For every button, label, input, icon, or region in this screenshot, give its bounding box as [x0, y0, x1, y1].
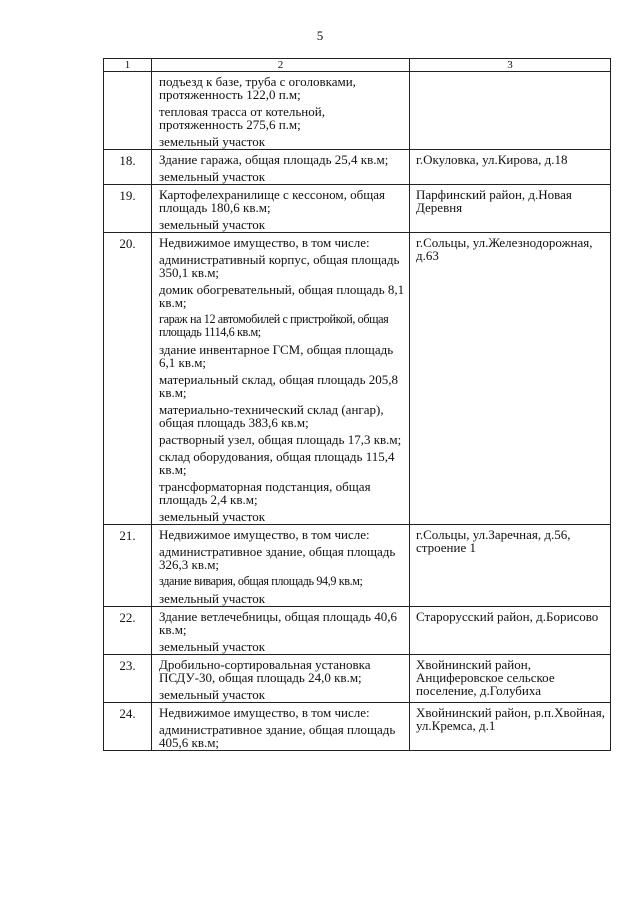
- table-row: [104, 233, 611, 525]
- row-address: Старорусский район, д.Борисово: [410, 607, 611, 655]
- description-line: административное здание, общая площадь 326,3 кв.м;: [159, 544, 396, 572]
- row-number: 18.: [104, 150, 152, 185]
- description-line: Здание гаража, общая площадь 25,4 кв.м;: [159, 152, 389, 167]
- row-description: [152, 233, 410, 525]
- row-description: [152, 655, 410, 703]
- description-line: Здание ветлечебницы, общая площадь 40,6 кв.м;: [159, 609, 398, 637]
- table-body: [104, 72, 611, 751]
- column-header-number: 1: [104, 59, 152, 72]
- row-description: [152, 185, 410, 233]
- row-address: г.Окуловка, ул.Кирова, д.18: [410, 150, 611, 185]
- description-line: материально-технический склад (ангар), общая площадь 383,6 кв.м;: [159, 402, 384, 430]
- row-address: [410, 72, 611, 150]
- description-line: Картофелехранилище с кессоном, общая площадь 180,6 кв.м;: [159, 187, 386, 215]
- description-line: земельный участок: [159, 509, 266, 524]
- description-line: Недвижимое имущество, в том числе:: [159, 527, 370, 542]
- row-description: [152, 703, 410, 751]
- description-line: Дробильно-сортировальная установка ПСДУ-30, общая площадь 24,0 кв.м;: [159, 657, 371, 685]
- table-row: [104, 185, 611, 233]
- description-line: Недвижимое имущество, в том числе:: [159, 705, 370, 720]
- row-number: 19.: [104, 185, 152, 233]
- description-line: земельный участок: [159, 217, 266, 232]
- table-row: [104, 150, 611, 185]
- row-number: [104, 72, 152, 150]
- table-row: [104, 655, 611, 703]
- description-line: земельный участок: [159, 639, 266, 654]
- row-address: Хвойнинский район, Анциферовское сельское поселение, д.Голубиха: [410, 655, 611, 703]
- description-line: административный корпус, общая площадь 350,1 кв.м;: [159, 252, 400, 280]
- row-description: [152, 72, 410, 150]
- row-address: Хвойнинский район, р.п.Хвойная, ул.Кремса, д.1: [410, 703, 611, 751]
- row-address: г.Сольцы, ул.Заречная, д.56, строение 1: [410, 525, 611, 607]
- description-line: земельный участок: [159, 687, 266, 702]
- description-line: материальный склад, общая площадь 205,8 кв.м;: [159, 372, 399, 400]
- row-description: [152, 525, 410, 607]
- property-table: [103, 58, 611, 751]
- row-number: 23.: [104, 655, 152, 703]
- description-line: гараж на 12 автомобилей с пристройкой, общая площадь 1114,6 кв.м;: [159, 312, 389, 339]
- row-number: 20.: [104, 233, 152, 525]
- table-row: [104, 72, 611, 150]
- table-row: [104, 703, 611, 751]
- table-header-row: [104, 59, 611, 72]
- description-line: подъезд к базе, труба с оголовками, протяженность 122,0 п.м;: [159, 74, 356, 102]
- description-line: склад оборудования, общая площадь 115,4 кв.м;: [159, 449, 395, 477]
- column-header-address: 3: [410, 59, 611, 72]
- description-line: Недвижимое имущество, в том числе:: [159, 235, 370, 250]
- description-line: здание инвентарное ГСМ, общая площадь 6,1 кв.м;: [159, 342, 394, 370]
- table-row: [104, 607, 611, 655]
- row-number: 21.: [104, 525, 152, 607]
- row-number: 22.: [104, 607, 152, 655]
- row-description: [152, 607, 410, 655]
- description-line: земельный участок: [159, 591, 266, 606]
- row-address: г.Сольцы, ул.Железнодорожная, д.63: [410, 233, 611, 525]
- column-header-description: 2: [152, 59, 410, 72]
- row-address: Парфинский район, д.Новая Деревня: [410, 185, 611, 233]
- page-number: 5: [316, 28, 324, 43]
- description-line: тепловая трасса от котельной, протяженность 275,6 п.м;: [159, 104, 325, 132]
- table-row: [104, 525, 611, 607]
- description-line: земельный участок: [159, 169, 266, 184]
- row-number: 24.: [104, 703, 152, 751]
- description-line: земельный участок: [159, 134, 266, 149]
- description-line: трансформаторная подстанция, общая площадь 2,4 кв.м;: [159, 479, 371, 507]
- row-description: [152, 150, 410, 185]
- description-line: административное здание, общая площадь 405,6 кв.м;: [159, 722, 396, 750]
- description-line: домик обогревательный, общая площадь 8,1 кв.м;: [159, 282, 405, 310]
- description-line: здание вивария, общая площадь 94,9 кв.м;: [159, 574, 363, 588]
- description-line: растворный узел, общая площадь 17,3 кв.м;: [159, 432, 402, 447]
